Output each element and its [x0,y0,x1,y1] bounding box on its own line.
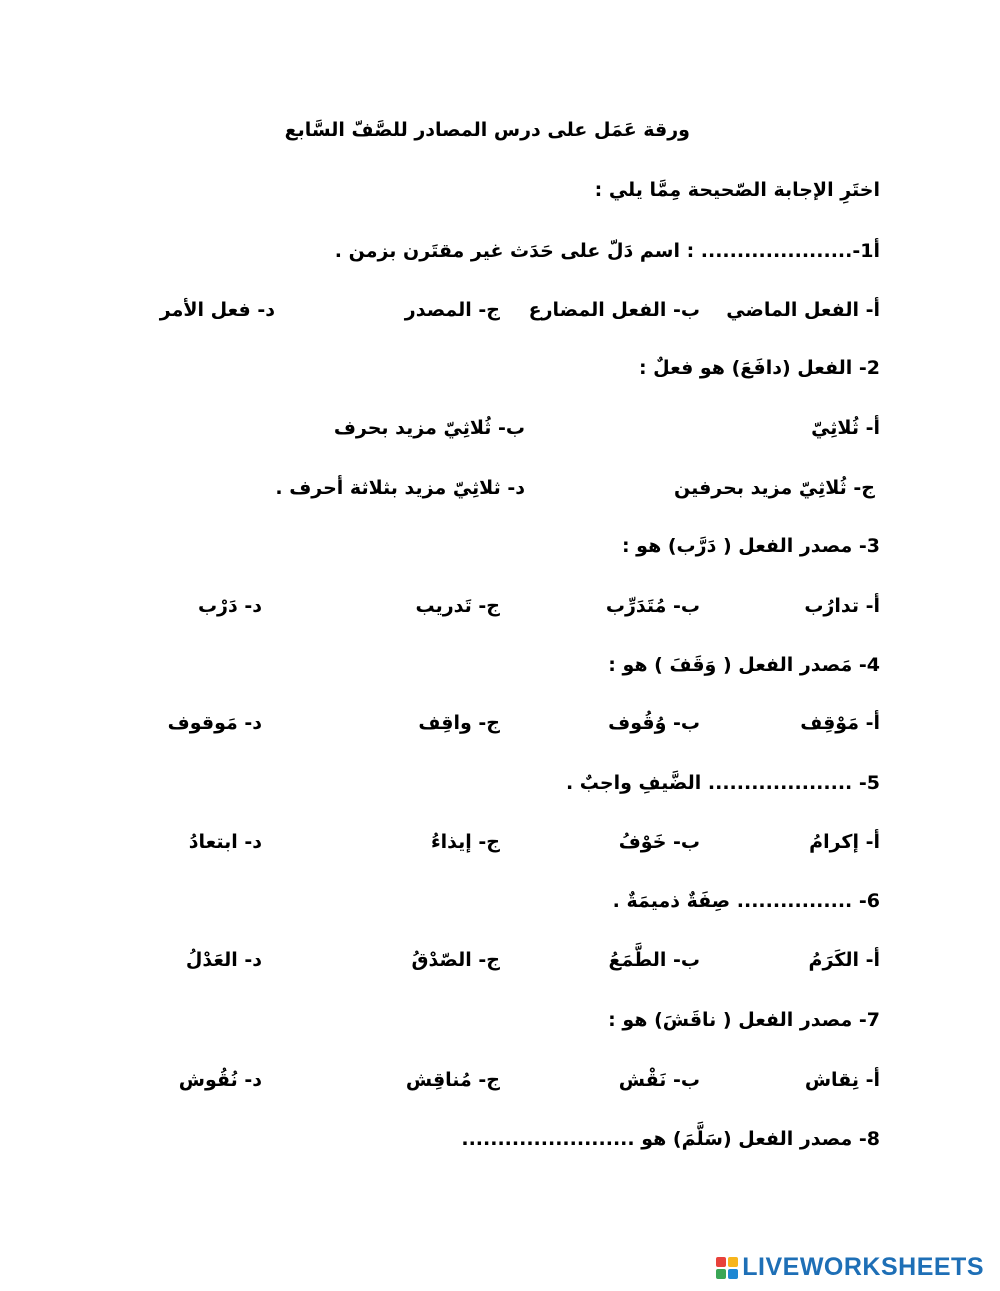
q3-option-d[interactable]: د- دَرْب [197,595,262,617]
q7-option-d[interactable]: د- نُقُوش [178,1069,262,1091]
q5-option-d[interactable]: د- ابتعادُ [188,831,262,853]
logo-square-red [716,1257,726,1267]
question-7: 7- مصدر الفعل ( ناقَشَ) هو : [608,1009,880,1031]
q6-option-b[interactable]: ب- الطَّمَعُ [608,949,700,971]
q6-option-c[interactable]: ج- الصّدْقُ [411,949,500,971]
worksheet-title: ورقة عَمَل على درس المصادر للصَّفّ السَّابع [284,119,690,141]
q1-option-c[interactable]: ج- المصدر [404,299,500,321]
logo-square-blue [728,1269,738,1279]
q2-option-c[interactable]: ج- ثُلاثِيّ مزيد بحرفين [674,477,875,499]
q3-option-b[interactable]: ب- مُتَدَرِّب [605,595,700,617]
q2-option-b[interactable]: ب- ثُلاثِيّ مزيد بحرف [333,417,525,439]
liveworksheets-logo[interactable] [716,1253,984,1282]
question-2: 2- الفعل (دافَعَ) هو فعلٌ : [638,357,880,379]
q7-option-c[interactable]: ج- مُناقِش [405,1069,500,1091]
q1-option-d[interactable]: د- فعل الأمر [159,299,275,321]
instruction-text: اختَرِ الإجابة الصّحيحة مِمَّا يلي : [594,179,880,201]
q4-option-a[interactable]: أ- مَوْقِف [800,712,880,734]
q6-option-d[interactable]: د- العَدْلُ [185,949,262,971]
logo-square-green [716,1269,726,1279]
q5-option-a[interactable]: أ- إكرامُ [809,831,880,853]
logo-grid-icon [716,1257,738,1279]
q6-option-a[interactable]: أ- الكَرَمُ [808,949,880,971]
question-4: 4- مَصدر الفعل ( وَقَفَ ) هو : [608,654,880,676]
question-5: 5- .................... الضَّيفِ واجبٌ . [565,772,880,794]
logo-text: LIVEWORKSHEETS [742,1253,984,1281]
question-6: 6- ................ صِفَةٌ ذميمَةٌ . [612,890,880,912]
q7-option-b[interactable]: ب- نَقْش [618,1069,700,1091]
q3-option-c[interactable]: ج- تَدريب [415,595,500,617]
q2-option-a[interactable]: أ- ثُلاثِيّ [811,417,880,439]
q3-option-a[interactable]: أ- تدارُب [804,595,880,617]
q1-option-b[interactable]: ب- الفعل المضارع [528,299,700,321]
question-3: 3- مصدر الفعل ( دَرَّب) هو : [621,535,880,557]
logo-square-yellow [728,1257,738,1267]
q4-option-c[interactable]: ج- واقِف [418,712,500,734]
q4-option-b[interactable]: ب- وُقُوف [608,712,700,734]
q1-option-a[interactable]: أ- الفعل الماضي [726,299,880,321]
question-1: أ1-..................... : اسم دَلّ على حَدَث غير مقتَرن بزمن . [334,240,880,262]
question-8: 8- مصدر الفعل (سَلَّمَ) هو ........................ [461,1128,880,1150]
q7-option-a[interactable]: أ- نِقاش [804,1069,880,1091]
q2-option-d[interactable]: د- ثلاثِيّ مزيد بثلاثة أحرف . [275,477,525,499]
q5-option-b[interactable]: ب- خَوْفُ [618,831,700,853]
q5-option-c[interactable]: ج- إيذاءُ [430,831,500,853]
q4-option-d[interactable]: د- مَوقوف [167,712,262,734]
